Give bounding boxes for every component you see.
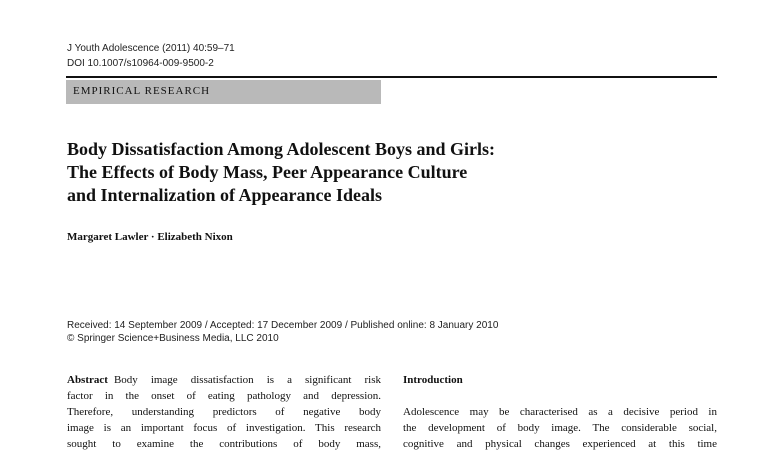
abstract-line: image is an important focus of investigation. This research bbox=[67, 422, 381, 434]
header-rule bbox=[66, 76, 717, 78]
title-line: Body Dissatisfaction Among Adolescent Boys and Girls: bbox=[67, 139, 496, 159]
introduction-line: cognitive and physical changes experienced at this time bbox=[403, 438, 717, 450]
abstract-line: Therefore, understanding predictors of negative body bbox=[67, 406, 381, 418]
introduction-line: the development of body image. The considerable social, bbox=[403, 422, 717, 434]
copyright-notice: © Springer Science+Business Media, LLC 2010 bbox=[67, 333, 279, 344]
introduction-line: Adolescence may be characterised as a decisive period in bbox=[403, 406, 717, 418]
abstract-first-line bbox=[67, 372, 381, 388]
abstract-label: Abstract bbox=[67, 374, 108, 386]
article-title bbox=[67, 138, 707, 207]
abstract-line: sought to examine the contributions of body mass, bbox=[67, 438, 381, 450]
abstract-column bbox=[67, 372, 381, 452]
journal-reference: J Youth Adolescence (2011) 40:59–71 bbox=[67, 43, 235, 54]
publication-dates bbox=[67, 319, 498, 345]
introduction-column bbox=[403, 372, 717, 452]
author-list: Margaret Lawler · Elizabeth Nixon bbox=[67, 231, 233, 243]
received-dates: Received: 14 September 2009 / Accepted: 17 December 2009 / Published online: 8 January 2010 bbox=[67, 320, 499, 331]
abstract-line: Body image dissatisfaction is a significant risk bbox=[113, 374, 381, 386]
title-line: and Internalization of Appearance Ideals bbox=[67, 185, 383, 205]
section-banner bbox=[66, 80, 381, 104]
abstract-line: factor in the onset of eating pathology and depression. bbox=[67, 390, 381, 402]
section-label: EMPIRICAL RESEARCH bbox=[73, 85, 211, 97]
introduction-heading: Introduction bbox=[403, 374, 463, 386]
doi-line: DOI 10.1007/s10964-009-9500-2 bbox=[67, 58, 214, 69]
title-line: The Effects of Body Mass, Peer Appearance Culture bbox=[67, 162, 468, 182]
